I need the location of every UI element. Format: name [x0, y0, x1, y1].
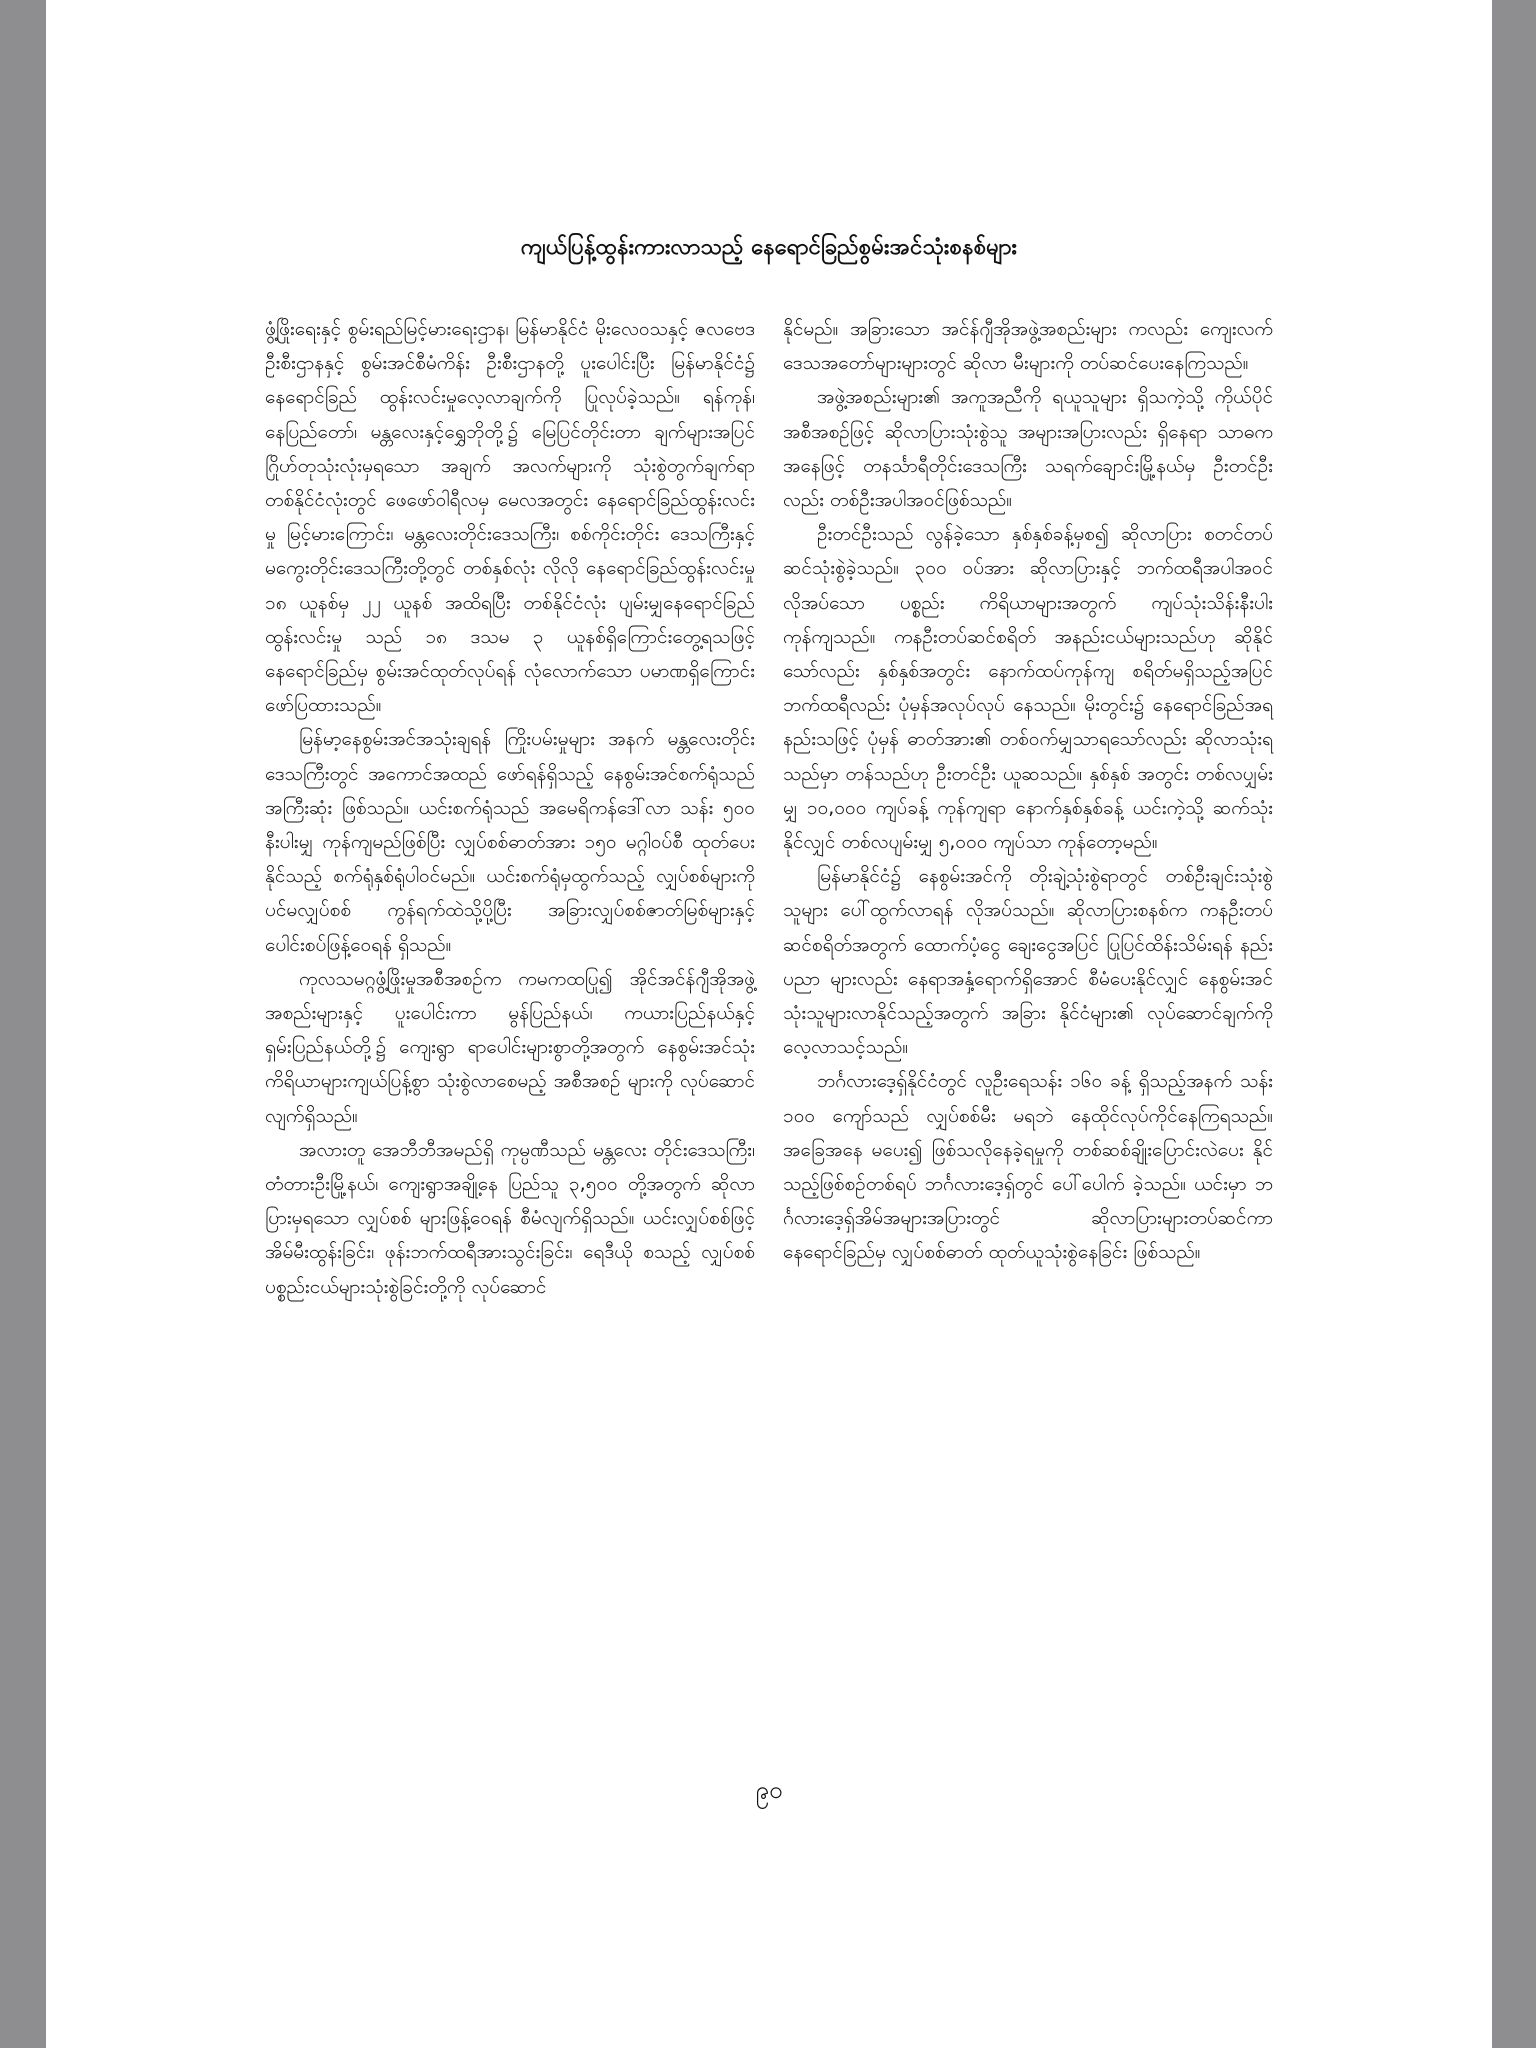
right-column [783, 312, 1273, 1270]
paragraph: မြန်မာ့နေစွမ်းအင်အသုံးချရန် ကြိုးပမ်းမှုများ အနက် မန္တလေးတိုင်းဒေသကြီးတွင် အကောင်အထည် ဖော်ရန်ရှိသည့် နေစွမ်းအင်စက်ရုံသည် အကြီးဆုံး ဖြစ်သည်။ ယင်းစက်ရုံသည် အမေရိကန်ဒေါ်လာ သန်း ၅၀၀ နီးပါးမျှ ကုန်ကျမည်ဖြစ်ပြီး လျှပ်စစ်ဓာတ်အား ၁၅၀ မဂ္ဂါဝပ်စီ ထုတ်ပေးနိုင်သည့် စက်ရုံနှစ်ရုံပါဝင်မည်။ ယင်းစက်ရုံမှထွက်သည့် လျှပ်စစ်များကို ပင်မလျှပ်စစ် ကွန်ရက်ထဲသို့ပို့ပြီး အခြားလျှပ်စစ်ဇာတ်မြစ်များနှင့် ပေါင်းစပ်ဖြန့်ဝေရန် ရှိသည်။ [265, 728, 755, 956]
left-column [265, 312, 755, 1304]
paragraph: ဖွံ့ဖြိုးရေးနှင့် စွမ်းရည်မြင့်မားရေးဌာန၊ မြန်မာနိုင်ငံ မိုးလေဝသနှင့် ဇလဗေဒဦးစီးဌာနနှင့် စွမ်းအင်စီမံကိန်း ဦးစီးဌာနတို့ ပူးပေါင်းပြီး မြန်မာနိုင်ငံ၌ နေရောင်ခြည် ထွန်းလင်းမှုလေ့လာချက်ကို ပြုလုပ်ခဲ့သည်။ ရန်ကုန်၊ နေပြည်တော်၊ မန္တလေးနှင့်ရွှေဘိုတို့၌ မြေပြင်တိုင်းတာ ချက်များအပြင် ဂြိုဟ်တုသုံးလုံးမှရသော အချက် အလက်များကို သုံးစွဲတွက်ချက်ရာ တစ်နိုင်ငံလုံးတွင် ဖေဖော်ဝါရီလမှ မေလအတွင်း နေရောင်ခြည်ထွန်းလင်းမှု မြင့်မားကြောင်း၊ မန္တလေးတိုင်းဒေသကြီး၊ စစ်ကိုင်းတိုင်း ဒေသကြီးနှင့် မကွေးတိုင်းဒေသကြီးတို့တွင် တစ်နှစ်လုံး လိုလို နေရောင်ခြည်ထွန်းလင်းမှု ၁၈ ယူနစ်မှ ၂၂ ယူနစ် အထိရပြီး တစ်နိုင်ငံလုံး ပျမ်းမျှနေရောင်ခြည် ထွန်းလင်းမှု သည် ၁၈ ဒသမ ၃ ယူနစ်ရှိကြောင်းတွေ့ရသဖြင့် နေရောင်ခြည်မှ စွမ်းအင်ထုတ်လုပ်ရန် လုံလောက်သော ပမာဏရှိကြောင်း ဖော်ပြထားသည်။ [265, 318, 755, 717]
paragraph: အဖွဲ့အစည်းများ၏ အကူအညီကို ရယူသူများ ရှိသကဲ့သို့ ကိုယ်ပိုင်အစီအစဉ်ဖြင့် ဆိုလာပြားသုံးစွဲသူ အများအပြားလည်း ရှိနေရာ သာဓကအနေဖြင့် တနင်္သာရီတိုင်းဒေသကြီး သရက်ချောင်းမြို့နယ်မှ ဦးတင်ဦးလည်း တစ်ဦးအပါအဝင်ဖြစ်သည်။ [783, 386, 1273, 512]
article-title: ကျယ်ပြန့်ထွန်းကားလာသည့် နေရောင်ခြည်စွမ်းအင်သုံးစနစ်များ [520, 235, 1018, 260]
paragraph: ဦးတင်ဦးသည် လွန်ခဲ့သော နှစ်နှစ်ခန့်မှစ၍ ဆိုလာပြား စတင်တပ်ဆင်သုံးစွဲခဲ့သည်။ ၃၀၀ ဝပ်အား ဆိုလာပြားနှင့် ဘက်ထရီအပါအဝင် လိုအပ်သော ပစ္စည်း ကိရိယာများအတွက် ကျပ်သုံးသိန်းနီးပါးကုန်ကျသည်။ ကနဦးတပ်ဆင်စရိတ် အနည်းငယ်များသည်ဟု ဆိုနိုင်သော်လည်း နှစ်နှစ်အတွင်း နောက်ထပ်ကုန်ကျ စရိတ်မရှိသည့်အပြင် ဘက်ထရီလည်း ပုံမှန်အလုပ်လုပ် နေသည်။ မိုးတွင်း၌ နေရောင်ခြည်အရနည်းသဖြင့် ပုံမှန် ဓာတ်အား၏ တစ်ဝက်မျှသာရသော်လည်း ဆိုလာသုံးရ သည်မှာ တန်သည်ဟု ဦးတင်ဦး ယူဆသည်။ နှစ်နှစ် အတွင်း တစ်လပျှမ်းမျှ ၁၀,၀၀၀ ကျပ်ခန့် ကုန်ကျရာ နောက်နှစ်နှစ်ခန့် ယင်းကဲ့သို့ ဆက်သုံးနိုင်လျှင် တစ်လပျမ်းမျှ ၅,၀၀၀ ကျပ်သာ ကုန်တော့မည်။ [783, 523, 1273, 854]
paragraph: ကုလသမဂ္ဂဖွံ့ဖြိုးမှုအစီအစဉ်က ကမကထပြု၍ အိုင်အင်န်ဂျီအိုအဖွဲ့အစည်းများနှင့် ပူးပေါင်းကာ မွန်ပြည်နယ်၊ ကယားပြည်နယ်နှင့် ရှမ်းပြည်နယ်တို့၌ ကျေးရွာ ရာပေါင်းများစွာတို့အတွက် နေစွမ်းအင်သုံး ကိရိယာများကျယ်ပြန့်စွာ သုံးစွဲလာစေမည့် အစီအစဉ် များကို လုပ်ဆောင်လျက်ရှိသည်။ [265, 967, 755, 1127]
paragraph: မြန်မာနိုင်ငံ၌ နေစွမ်းအင်ကို တိုးချဲ့သုံးစွဲရာတွင် တစ်ဦးချင်းသုံးစွဲသူများ ပေါ်ထွက်လာရန် လိုအပ်သည်။ ဆိုလာပြားစနစ်က ကနဦးတပ်ဆင်စရိတ်အတွက် ထောက်ပံ့ငွေ ချေးငွေအပြင် ပြုပြင်ထိန်းသိမ်းရန် နည်းပညာ များလည်း နေရာအနှံ့ရောက်ရှိအောင် စီမံပေးနိုင်လျှင် နေစွမ်းအင်သုံးသူများလာနိုင်သည့်အတွက် အခြား နိုင်ငံများ၏ လုပ်ဆောင်ချက်ကို လေ့လာသင့်သည်။ [783, 865, 1273, 1059]
document-page [46, 0, 1492, 2048]
paragraph: နိုင်မည်။ အခြားသော အင်န်ဂျီအိုအဖွဲ့အစည်းများ ကလည်း ကျေးလက်ဒေသအတော်များများတွင် ဆိုလာ မီးများကို တပ်ဆင်ပေးနေကြသည်။ [783, 318, 1273, 375]
paragraph: အလားတူ အေဘီဘီအမည်ရှိ ကုမ္ပဏီသည် မန္တလေး တိုင်းဒေသကြီး၊ တံတားဦးမြို့နယ်၊ ကျေးရွာအချို့နေ ပြည်သူ ၃,၅၀၀ တို့အတွက် ဆိုလာပြားမှရသော လျှပ်စစ် များဖြန့်ဝေရန် စီမံလျက်ရှိသည်။ ယင်းလျှပ်စစ်ဖြင့် အိမ်မီးထွန်းခြင်း၊ ဖုန်းဘက်ထရီအားသွင်းခြင်း၊ ရေဒီယို စသည့် လျှပ်စစ်ပစ္စည်းငယ်များသုံးစွဲခြင်းတို့ကို လုပ်ဆောင် [265, 1138, 755, 1298]
page-number: ၉၀ [755, 1776, 783, 1804]
paragraph: ဘင်္ဂလားဒေ့ရှ်နိုင်ငံတွင် လူဦးရေသန်း ၁၆၀ ခန့် ရှိသည့်အနက် သန်း ၁၀၀ ကျော်သည် လျှပ်စစ်မီး မရဘဲ နေထိုင်လုပ်ကိုင်နေကြရသည်။ အခြေအနေ မပေး၍ ဖြစ်သလိုနေခဲ့ရမှုကို တစ်ဆစ်ချိုးပြောင်းလဲပေး နိုင်သည့်ဖြစ်စဉ်တစ်ရပ် ဘင်္ဂလားဒေ့ရှ်တွင် ပေါ်ပေါက် ခဲ့သည်။ ယင်းမှာ ဘင်္ဂလားဒေ့ရှ်အိမ်အများအပြားတွင် ဆိုလာပြားများတပ်ဆင်ကာ နေရောင်ခြည်မှ လျှပ်စစ်ဓာတ် ထုတ်ယူသုံးစွဲနေခြင်း ဖြစ်သည်။ [783, 1070, 1273, 1264]
